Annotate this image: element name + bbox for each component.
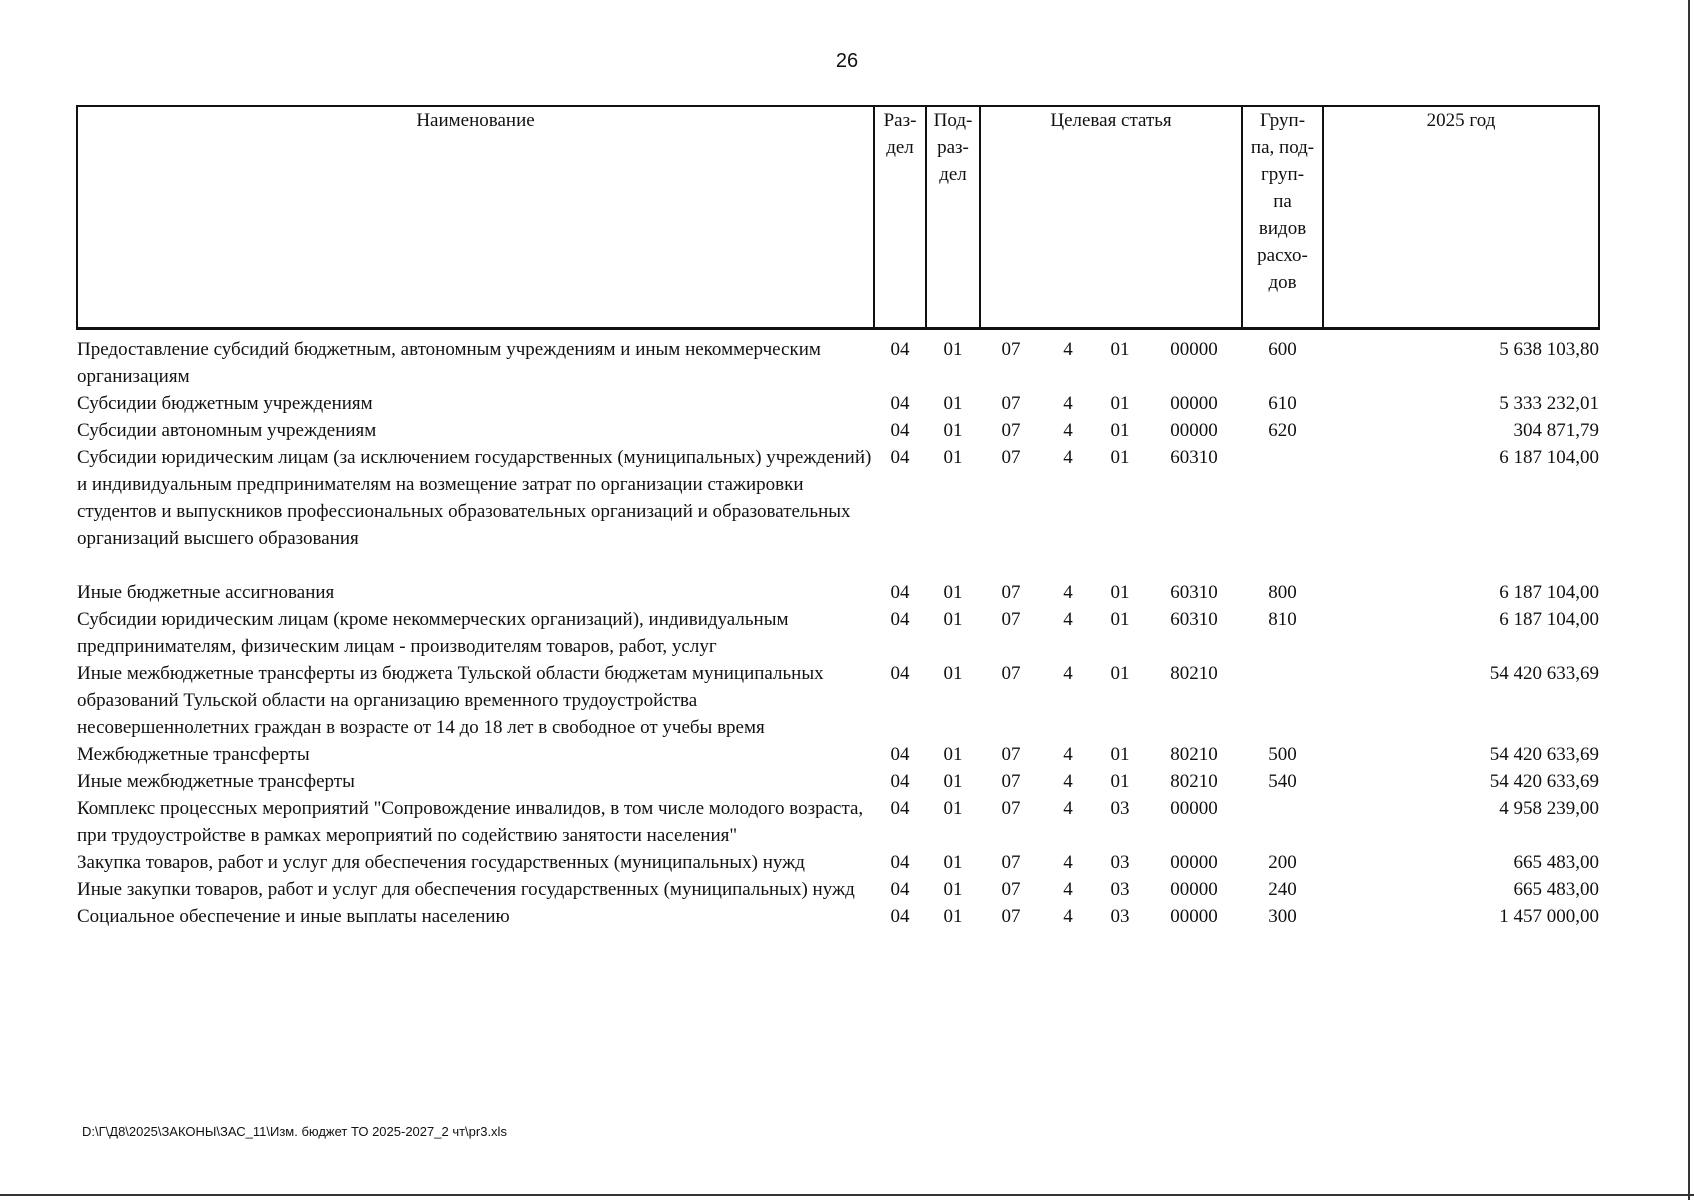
table-row [77, 329, 1599, 391]
cell-expense-group [1242, 660, 1323, 741]
cell-target-complex: 03 [1110, 798, 1130, 819]
table-row [77, 417, 1599, 444]
budget-table [76, 105, 1600, 930]
cell-target-program: 07 [1001, 663, 1021, 684]
table-row [77, 606, 1599, 660]
header-target-article: Целевая статья [980, 106, 1242, 329]
cell-target-complex: 03 [1110, 906, 1130, 927]
cell-razdel: 04 [890, 420, 910, 441]
cell-name: Иные бюджетные ассигнования [77, 582, 335, 603]
scan-border-bottom [0, 1194, 1694, 1196]
header-name: Наименование [77, 106, 874, 329]
cell-podrazdel: 01 [943, 582, 963, 603]
cell-target-program: 07 [1001, 744, 1021, 765]
table-row [77, 903, 1599, 930]
table-header-row [77, 106, 1599, 329]
cell-target-type: 4 [1063, 420, 1073, 441]
cell-podrazdel: 01 [943, 420, 963, 441]
cell-target-type: 4 [1063, 609, 1073, 630]
cell-podrazdel: 01 [943, 771, 963, 792]
cell-target-direction: 00000 [1170, 879, 1218, 900]
cell-name: Межбюджетные трансферты [77, 744, 310, 765]
cell-target-direction: 00000 [1170, 798, 1218, 819]
cell-razdel: 04 [890, 798, 910, 819]
cell-name: Иные межбюджетные трансферты из бюджета Тульской области бюджетам муниципальных образований Тульской области на организацию временного трудоустройства несовершеннолетних граждан в возрасте от 14 до 18 лет в свободное от учебы время [77, 663, 824, 738]
cell-name: Субсидии автономным учреждениям [77, 420, 377, 441]
cell-target-complex: 01 [1110, 339, 1130, 360]
cell-expense-group: 620 [1268, 420, 1297, 441]
cell-target-complex: 01 [1110, 582, 1130, 603]
cell-target-direction: 80210 [1170, 771, 1218, 792]
cell-amount-2025: 6 187 104,00 [1499, 582, 1600, 603]
cell-expense-group: 600 [1268, 339, 1297, 360]
cell-target-complex: 03 [1110, 879, 1130, 900]
cell-podrazdel: 01 [943, 339, 963, 360]
cell-target-type: 4 [1063, 447, 1073, 468]
file-path-footer: D:\Г\Д8\2025\ЗАКОНЫ\ЗАС_11\Изм. бюджет ТО 2025-2027_2 чт\pr3.xls [82, 1124, 507, 1139]
cell-target-direction: 00000 [1170, 339, 1218, 360]
cell-name: Субсидии юридическим лицам (кроме некоммерческих организаций), индивидуальным предпринимателям, физическим лицам - производителям товаров, работ, услуг [77, 609, 789, 657]
page-number: 26 [835, 50, 859, 72]
table-row [77, 444, 1599, 579]
cell-target-program: 07 [1001, 798, 1021, 819]
cell-amount-2025: 304 871,79 [1513, 420, 1600, 441]
cell-expense-group: 610 [1268, 393, 1297, 414]
cell-razdel: 04 [890, 582, 910, 603]
cell-podrazdel: 01 [943, 852, 963, 873]
cell-amount-2025: 54 420 633,69 [1489, 663, 1600, 684]
cell-target-program: 07 [1001, 393, 1021, 414]
cell-razdel: 04 [890, 906, 910, 927]
header-year: 2025 год [1323, 106, 1599, 329]
table-row [77, 579, 1599, 606]
cell-target-type: 4 [1063, 339, 1073, 360]
cell-target-direction: 00000 [1170, 852, 1218, 873]
cell-target-direction: 60310 [1170, 582, 1218, 603]
cell-expense-group: 800 [1268, 582, 1297, 603]
cell-amount-2025: 6 187 104,00 [1499, 447, 1600, 468]
cell-target-program: 07 [1001, 582, 1021, 603]
cell-target-type: 4 [1063, 771, 1073, 792]
cell-name: Социальное обеспечение и иные выплаты населению [77, 906, 510, 927]
cell-target-type: 4 [1063, 663, 1073, 684]
cell-podrazdel: 01 [943, 447, 963, 468]
cell-amount-2025: 54 420 633,69 [1489, 771, 1600, 792]
cell-target-direction: 00000 [1170, 906, 1218, 927]
scan-border-right [1688, 0, 1690, 1200]
cell-target-direction: 80210 [1170, 744, 1218, 765]
cell-target-type: 4 [1063, 393, 1073, 414]
table-row [77, 849, 1599, 876]
cell-podrazdel: 01 [943, 879, 963, 900]
cell-name: Закупка товаров, работ и услуг для обеспечения государственных (муниципальных) нужд [77, 852, 805, 873]
cell-target-complex: 01 [1110, 447, 1130, 468]
cell-expense-group: 540 [1268, 771, 1297, 792]
cell-name: Субсидии бюджетным учреждениям [77, 393, 373, 414]
cell-razdel: 04 [890, 771, 910, 792]
table-row [77, 768, 1599, 795]
cell-razdel: 04 [890, 879, 910, 900]
cell-target-direction: 60310 [1170, 609, 1218, 630]
cell-target-direction: 00000 [1170, 420, 1218, 441]
cell-target-complex: 01 [1110, 663, 1130, 684]
table-row [77, 660, 1599, 741]
cell-target-type: 4 [1063, 852, 1073, 873]
header-expense-group: Груп- па, под- груп- па видов расхо- дов [1242, 106, 1323, 329]
cell-expense-group [1242, 444, 1323, 579]
cell-target-complex: 01 [1110, 420, 1130, 441]
cell-target-program: 07 [1001, 906, 1021, 927]
header-razdel: Раз- дел [874, 106, 926, 329]
cell-razdel: 04 [890, 663, 910, 684]
cell-target-program: 07 [1001, 879, 1021, 900]
cell-podrazdel: 01 [943, 393, 963, 414]
cell-amount-2025: 5 333 232,01 [1499, 393, 1600, 414]
table-row [77, 390, 1599, 417]
table-body [77, 329, 1599, 931]
cell-target-program: 07 [1001, 771, 1021, 792]
table-row [77, 876, 1599, 903]
cell-razdel: 04 [890, 852, 910, 873]
cell-target-direction: 00000 [1170, 393, 1218, 414]
cell-razdel: 04 [890, 744, 910, 765]
cell-podrazdel: 01 [943, 744, 963, 765]
cell-amount-2025: 54 420 633,69 [1489, 744, 1600, 765]
cell-amount-2025: 6 187 104,00 [1499, 609, 1600, 630]
cell-target-type: 4 [1063, 582, 1073, 603]
cell-name: Иные закупки товаров, работ и услуг для обеспечения государственных (муниципальных) нужд [77, 879, 855, 900]
cell-target-program: 07 [1001, 420, 1021, 441]
cell-podrazdel: 01 [943, 798, 963, 819]
cell-target-direction: 60310 [1170, 447, 1218, 468]
header-podrazdel: Под- раз- дел [926, 106, 980, 329]
cell-amount-2025: 665 483,00 [1513, 852, 1600, 873]
cell-amount-2025: 4 958 239,00 [1499, 798, 1600, 819]
cell-target-program: 07 [1001, 447, 1021, 468]
cell-name: Субсидии юридическим лицам (за исключением государственных (муниципальных) учреждений) и индивидуальным предпринимателям на возмещение затрат по организации стажировки студентов и выпускников профессиональных образовательных организаций и образовательных организаций высшего образования [77, 447, 872, 549]
cell-expense-group: 810 [1268, 609, 1297, 630]
cell-target-type: 4 [1063, 906, 1073, 927]
table-row [77, 795, 1599, 849]
cell-podrazdel: 01 [943, 663, 963, 684]
cell-name: Иные межбюджетные трансферты [77, 771, 355, 792]
cell-name: Предоставление субсидий бюджетным, автономным учреждениям и иным некоммерческим организациям [77, 339, 821, 387]
cell-target-complex: 01 [1110, 744, 1130, 765]
cell-expense-group [1242, 795, 1323, 849]
cell-expense-group: 300 [1268, 906, 1297, 927]
cell-expense-group: 200 [1268, 852, 1297, 873]
cell-name: Комплекс процессных мероприятий "Сопровождение инвалидов, в том числе молодого возраста, при трудоустройстве в рамках мероприятий по содействию занятости населения" [77, 798, 864, 846]
cell-razdel: 04 [890, 393, 910, 414]
cell-target-complex: 01 [1110, 393, 1130, 414]
cell-target-complex: 03 [1110, 852, 1130, 873]
cell-amount-2025: 1 457 000,00 [1499, 906, 1600, 927]
cell-expense-group: 240 [1268, 879, 1297, 900]
cell-expense-group: 500 [1268, 744, 1297, 765]
table-row [77, 741, 1599, 768]
cell-target-complex: 01 [1110, 609, 1130, 630]
cell-target-type: 4 [1063, 744, 1073, 765]
cell-target-type: 4 [1063, 798, 1073, 819]
cell-target-complex: 01 [1110, 771, 1130, 792]
cell-amount-2025: 665 483,00 [1513, 879, 1600, 900]
cell-target-program: 07 [1001, 852, 1021, 873]
cell-target-program: 07 [1001, 339, 1021, 360]
cell-razdel: 04 [890, 447, 910, 468]
cell-podrazdel: 01 [943, 609, 963, 630]
cell-target-direction: 80210 [1170, 663, 1218, 684]
cell-razdel: 04 [890, 339, 910, 360]
cell-razdel: 04 [890, 609, 910, 630]
cell-podrazdel: 01 [943, 906, 963, 927]
cell-target-program: 07 [1001, 609, 1021, 630]
cell-target-type: 4 [1063, 879, 1073, 900]
cell-amount-2025: 5 638 103,80 [1499, 339, 1600, 360]
